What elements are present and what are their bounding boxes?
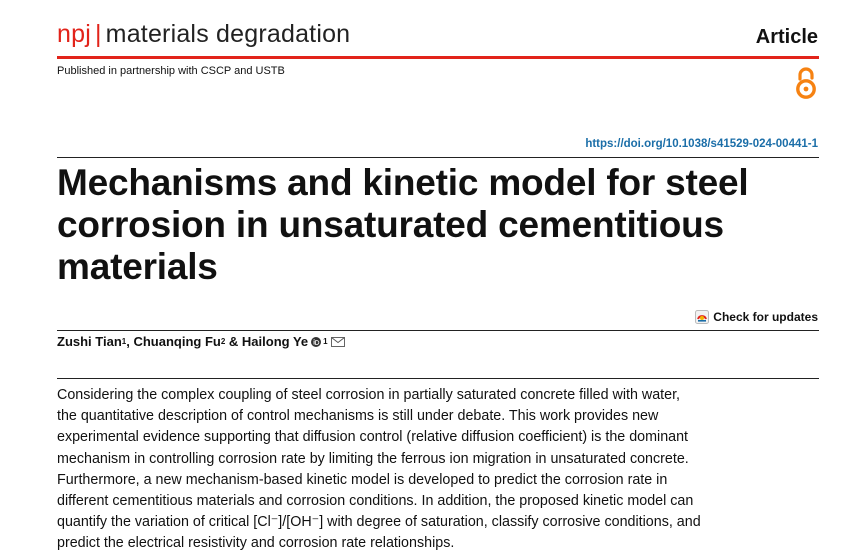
author-list: Zushi Tian 1 , Chuanqing Fu 2 & Hailong Ye 1 — [57, 334, 345, 349]
article-title: Mechanisms and kinetic model for steel corrosion in unsaturated cementitious materials — [57, 162, 749, 287]
check-for-updates-label: Check for updates — [713, 310, 818, 324]
abstract-line: quantify the variation of critical [Cl⁻]/[OH⁻] with degree of saturation, classify corrosive conditions, and — [57, 514, 701, 531]
abstract-line: Furthermore, a new mechanism-based kinetic model is developed to predict the corrosion rate in — [57, 471, 668, 488]
header-rule — [57, 56, 819, 59]
open-access-icon — [794, 66, 818, 100]
abstract-line: experimental evidence supporting that diffusion control (relative diffusion coefficient) is the dominant — [57, 429, 689, 446]
journal-name — [57, 20, 350, 49]
journal-separator: | — [94, 20, 102, 48]
author-separator: & — [225, 334, 242, 349]
envelope-icon[interactable] — [331, 337, 345, 347]
article-type-label: Article — [755, 26, 818, 48]
journal-prefix: npj — [57, 20, 91, 48]
author-name[interactable]: Hailong Ye — [241, 334, 309, 349]
abstract-line: mechanism in controlling corrosion rate by limiting the ferrous ion migration in unsaturated concrete. — [57, 450, 689, 467]
abstract-line: Considering the complex coupling of steel corrosion in partially saturated concrete filled with water, — [57, 387, 681, 403]
partnership-note: Published in partnership with CSCP and USTB — [57, 65, 285, 77]
check-for-updates-button[interactable] — [695, 310, 818, 324]
abstract-line: the quantitative description of control mechanisms is still under debate. This work provides new — [57, 408, 659, 425]
orcid-icon[interactable] — [311, 337, 321, 347]
abstract-line: different cementitious materials and corrosion conditions. In addition, the proposed kinetic model can — [57, 493, 694, 510]
abstract-line: predict the electrical resistivity and corrosion rate relationships. — [57, 535, 455, 552]
divider — [57, 330, 819, 331]
author-name[interactable]: Chuanqing Fu — [133, 334, 221, 349]
author-name[interactable]: Zushi Tian — [57, 334, 122, 349]
doi-link[interactable]: https://doi.org/10.1038/s41529-024-00441-1 — [585, 138, 818, 150]
divider — [57, 157, 819, 158]
divider — [57, 378, 819, 379]
journal-title: materials degradation — [105, 20, 351, 48]
abstract — [57, 385, 707, 555]
author-separator: , — [126, 334, 134, 349]
check-for-updates-icon — [695, 310, 709, 324]
